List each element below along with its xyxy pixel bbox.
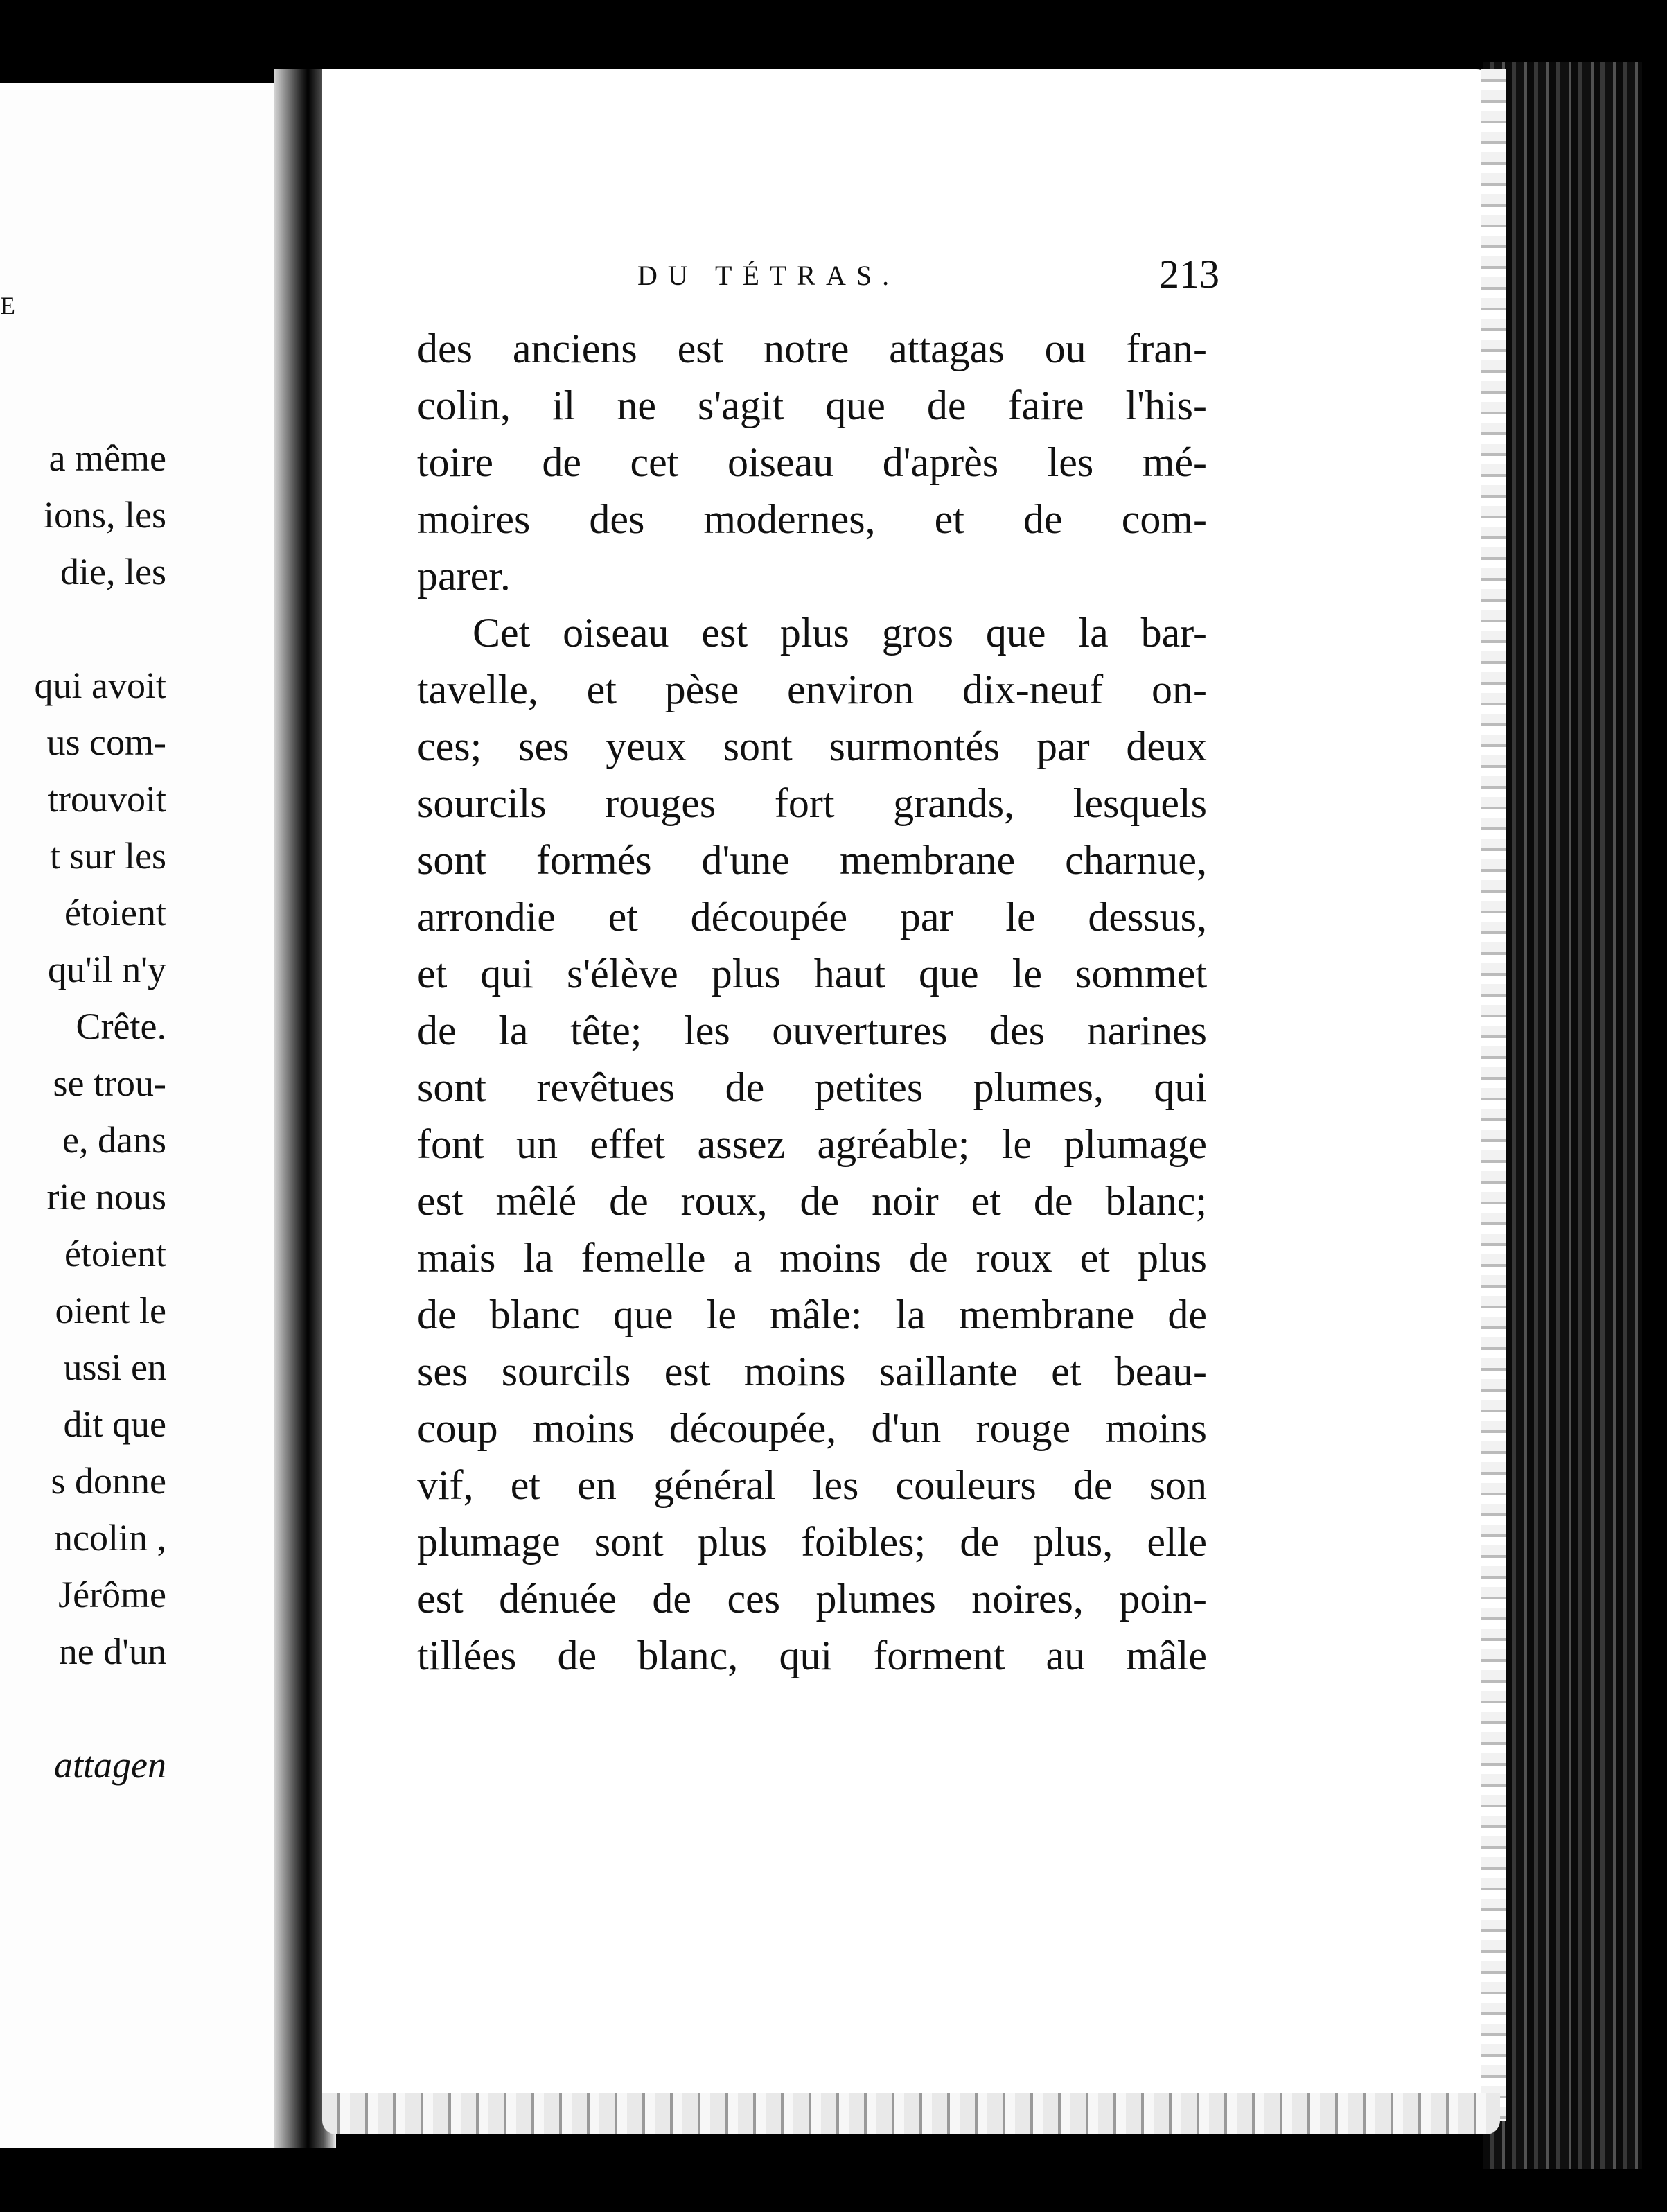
- text-line: colin, il ne s'agit que de faire l'his-: [417, 383, 1207, 428]
- text-line: de la tête; les ouvertures des narines: [417, 1008, 1207, 1053]
- left-line: ne d'un: [58, 1631, 166, 1672]
- left-line: s donne: [51, 1460, 166, 1502]
- text-line: toire de cet oiseau d'après les mé-: [417, 439, 1207, 485]
- text-line: sourcils rouges fort grands, lesquels: [417, 780, 1207, 826]
- left-line: trouvoit: [48, 778, 166, 820]
- left-line: qui avoit: [34, 665, 166, 706]
- left-line: a même: [48, 437, 166, 479]
- left-line: us com-: [46, 721, 166, 763]
- left-page-text: [0, 430, 166, 1793]
- left-line: se trou-: [53, 1062, 166, 1104]
- text-line: mais la femelle a moins de roux et plus: [417, 1235, 1207, 1281]
- text-line: vif, et en général les couleurs de son: [417, 1462, 1207, 1508]
- text-line: coup moins découpée, d'un rouge moins: [417, 1405, 1207, 1451]
- left-line: die, les: [60, 551, 166, 592]
- left-line-gap: [0, 1680, 166, 1737]
- left-line: étoient: [64, 1233, 166, 1274]
- right-page-edge: [1481, 69, 1506, 2121]
- left-line: qu'il n'y: [48, 949, 166, 990]
- running-title: DU TÉTRAS.: [637, 260, 900, 291]
- text-line: plumage sont plus foibles; de plus, elle: [417, 1519, 1207, 1565]
- left-line: dit que: [63, 1403, 166, 1445]
- left-line: ions, les: [43, 494, 166, 536]
- page-edges-deckle: [1483, 62, 1642, 2169]
- left-catchword: attagen: [54, 1744, 166, 1786]
- left-line: Crête.: [76, 1006, 166, 1047]
- text-line: sont revêtues de petites plumes, qui: [417, 1064, 1207, 1110]
- text-line: sont formés d'une membrane charnue,: [417, 837, 1207, 883]
- text-line: est dénuée de ces plumes noires, poin-: [417, 1576, 1207, 1622]
- left-line: étoient: [64, 892, 166, 933]
- text-line: Cet oiseau est plus gros que la bar-: [473, 610, 1207, 656]
- text-line: ses sourcils est moins saillante et beau-: [417, 1349, 1207, 1394]
- left-page: [0, 83, 298, 2148]
- body-text: [417, 320, 1207, 1684]
- text-line: font un effet assez agréable; le plumage: [417, 1121, 1207, 1167]
- text-line: moires des modernes, et de com-: [417, 496, 1207, 542]
- page-number: 213: [1159, 252, 1219, 297]
- text-line: arrondie et découpée par le dessus,: [417, 894, 1207, 940]
- left-line: Jérôme: [58, 1574, 166, 1615]
- left-line: e, dans: [62, 1119, 166, 1161]
- text-line: et qui s'élève plus haut que le sommet: [417, 951, 1207, 997]
- text-line: de blanc que le mâle: la membrane de: [417, 1292, 1207, 1337]
- left-running-head-fragment: E: [0, 292, 22, 319]
- left-line: oient le: [55, 1290, 166, 1331]
- text-line: est mêlé de roux, de noir et de blanc;: [417, 1178, 1207, 1224]
- text-line: parer.: [417, 553, 511, 599]
- bottom-page-edge: [322, 2093, 1500, 2134]
- text-line: des anciens est notre attagas ou fran-: [417, 326, 1207, 371]
- left-line: t sur les: [50, 835, 166, 877]
- running-head: [637, 251, 1219, 299]
- text-line: tavelle, et pèse environ dix-neuf on-: [417, 667, 1207, 712]
- left-line-gap: [0, 600, 166, 657]
- text-line: ces; ses yeux sont surmontés par deux: [417, 723, 1207, 769]
- left-line: ncolin ,: [54, 1517, 166, 1559]
- text-line: tillées de blanc, qui forment au mâle: [417, 1633, 1207, 1678]
- left-line: rie nous: [46, 1176, 166, 1218]
- left-line: ussi en: [63, 1346, 166, 1388]
